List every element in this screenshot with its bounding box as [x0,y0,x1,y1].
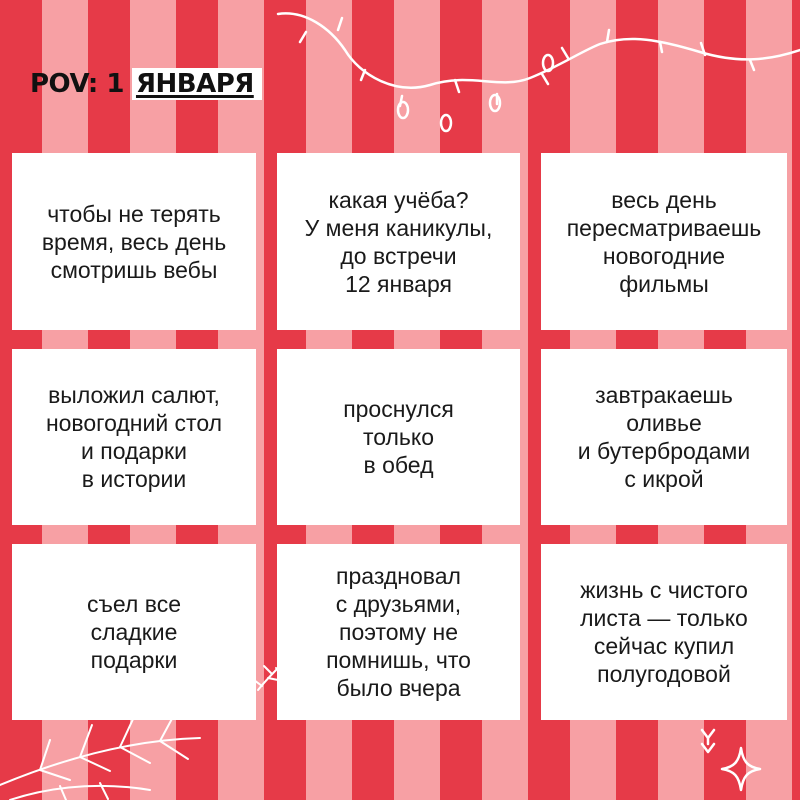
card-7 [12,544,256,720]
garland-lights-icon [278,13,800,131]
title-highlight: ЯНВАРЯ [132,68,262,100]
card-3 [541,153,787,330]
card-1 [12,153,256,330]
card-2 [277,153,520,330]
title-prefix: POV: 1 [30,69,124,99]
card-8 [277,544,520,720]
cards-grid [12,153,787,720]
sparkle-star-icon [702,730,760,790]
page-title [30,66,262,102]
card-text: праздновал с друзьями, поэтому не помнишь, что было вчера [326,563,471,701]
card-text: какая учёба? У меня каникулы, до встречи 12 января [304,186,493,297]
card-text: весь день пересматриваешь новогодние фильмы [566,186,762,297]
card-text: выложил салют, новогодний стол и подарки в истории [45,382,223,492]
card-5 [277,349,520,525]
card-4 [12,349,256,525]
card-9 [541,544,787,720]
card-text: завтракаешь оливье и бутербродами с икрой [577,382,751,492]
card-text: жизнь с чистого листа — только сейчас купил полугодовой [580,577,748,687]
card-text: съел все сладкие подарки [87,591,181,673]
card-text: проснулся только в обед [343,396,454,478]
card-6 [541,349,787,525]
card-text: чтобы не терять время, весь день смотришь вебы [41,200,227,283]
